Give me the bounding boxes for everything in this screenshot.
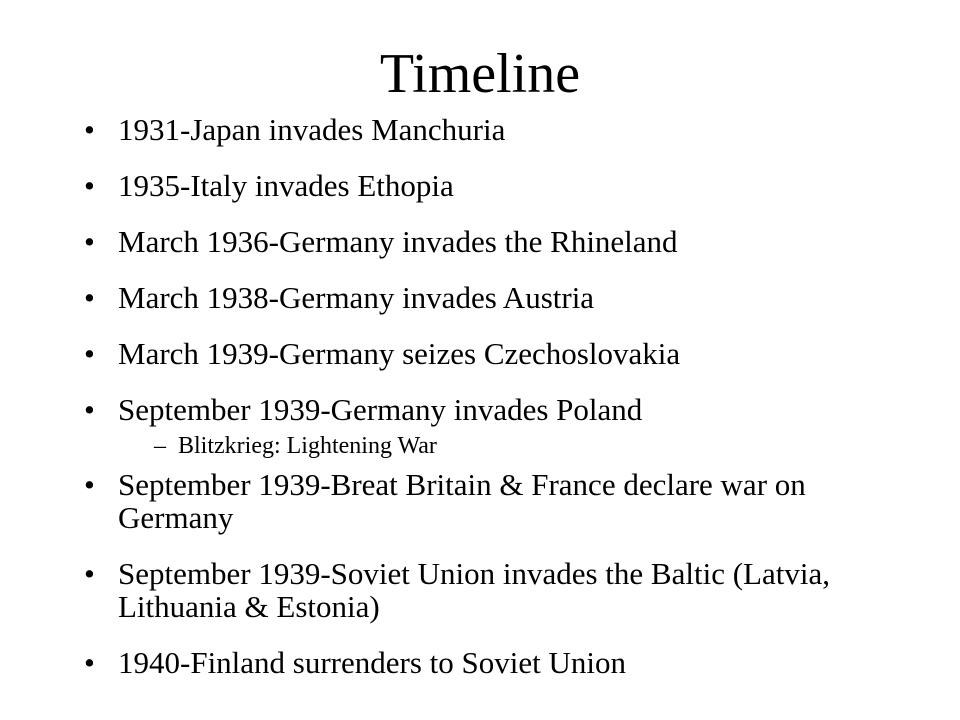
- bullet-icon: •: [84, 224, 95, 259]
- list-item-text: 1931-Japan invades Manchuria: [118, 112, 506, 147]
- list-item: [84, 113, 904, 146]
- slide-title: Timeline: [379, 43, 581, 105]
- list-item-text: March 1938-Germany invades Austria: [118, 280, 595, 315]
- list-item-text: 1935-Italy invades Ethopia: [118, 168, 454, 203]
- bullet-icon: •: [84, 556, 95, 591]
- list-item-text: March 1939-Germany seizes Czechoslovakia: [118, 336, 681, 371]
- list-item-text: September 1939-Soviet Union invades the Baltic (Latvia, Lithuania & Estonia): [118, 556, 830, 624]
- list-item: [84, 557, 904, 623]
- list-item: [84, 281, 904, 314]
- bullet-icon: •: [84, 392, 95, 427]
- list-item-text: September 1939-Germany invades Poland: [118, 392, 643, 427]
- list-item: [84, 225, 904, 258]
- bullet-icon: •: [84, 112, 95, 147]
- list-item: [84, 337, 904, 370]
- dash-icon: –: [154, 433, 166, 459]
- bullet-icon: •: [84, 280, 95, 315]
- list-item-text: 1940-Finland surrenders to Soviet Union: [118, 645, 627, 680]
- list-item: [84, 169, 904, 202]
- bullet-icon: •: [84, 467, 95, 502]
- bullet-icon: •: [84, 336, 95, 371]
- list-item-text: September 1939-Breat Britain & France declare war on Germany: [118, 467, 806, 535]
- list-item: [84, 468, 904, 534]
- list-item: [84, 393, 904, 460]
- sub-list-item-text: Blitzkrieg: Lightening War: [178, 433, 437, 459]
- list-item: [84, 646, 904, 679]
- timeline-list: [84, 113, 904, 702]
- bullet-icon: •: [84, 168, 95, 203]
- list-item-text: March 1936-Germany invades the Rhineland: [118, 224, 678, 259]
- bullet-icon: •: [84, 645, 95, 680]
- sub-list-item: [118, 432, 904, 460]
